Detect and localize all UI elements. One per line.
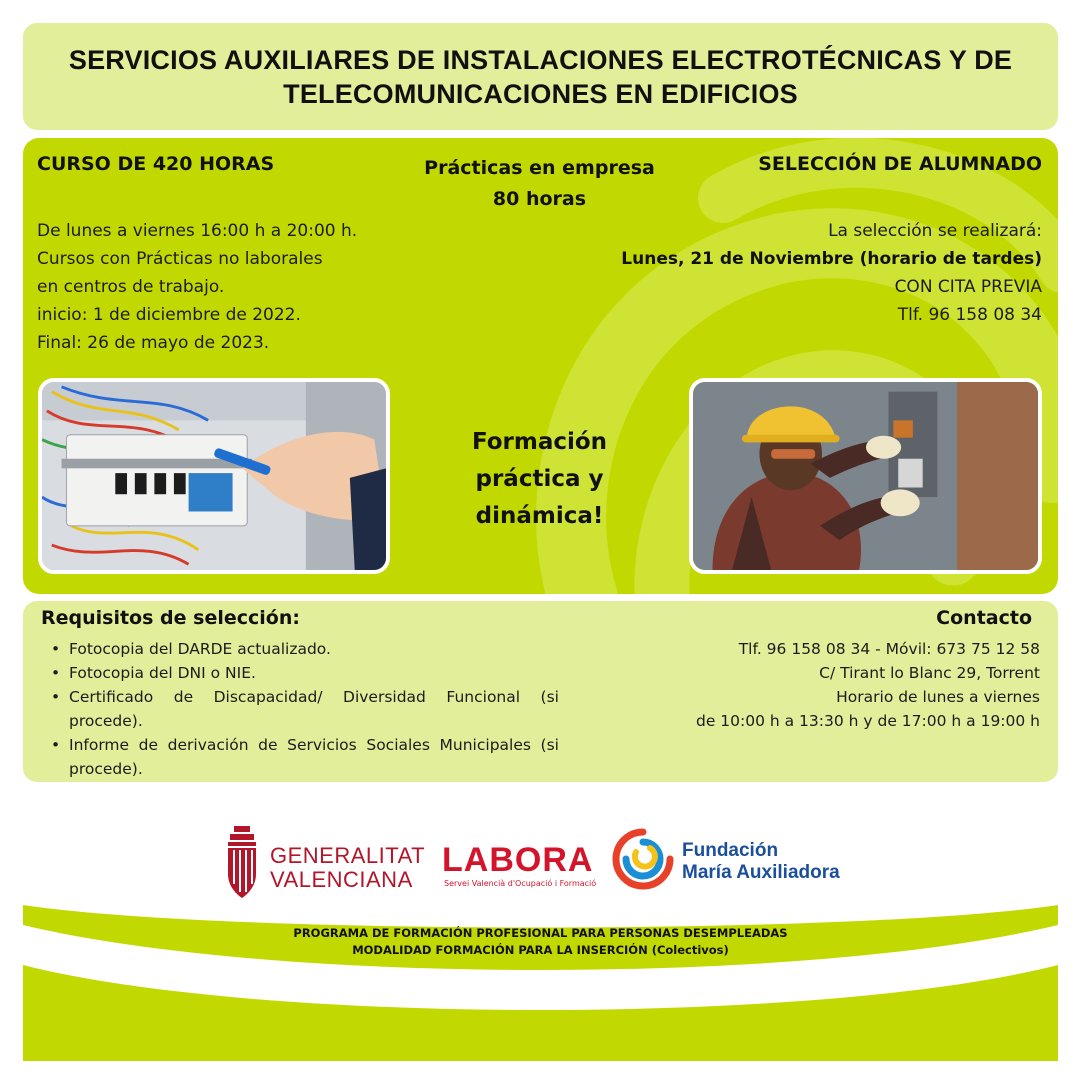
- list-item: • Informe de derivación de Servicios Sociales Municipales (si procede).: [51, 733, 559, 781]
- title-banner: [23, 23, 1058, 130]
- page-title-line1: SERVICIOS AUXILIARES DE INSTALACIONES ELECTROTÉCNICAS Y DE: [68, 44, 1013, 75]
- fundacion-wordmark: [682, 840, 840, 884]
- course-line: Final: 26 de mayo de 2023.: [37, 333, 270, 353]
- seleccion-heading: SELECCIÓN DE ALUMNADO: [758, 153, 1042, 175]
- course-details: [37, 217, 357, 357]
- generalitat-logo: [222, 824, 426, 900]
- contacto-phone: Tlf. 96 158 08 34 - Móvil: 673 75 12 58: [738, 640, 1040, 658]
- contacto-details: [696, 637, 1040, 733]
- fma-line1: Fundación: [682, 840, 779, 861]
- course-line: en centros de trabajo.: [37, 277, 225, 297]
- fundacion-logo: [612, 828, 872, 894]
- formacion-text: [423, 424, 656, 535]
- requirements-contact-panel: [23, 601, 1058, 782]
- requisitos-list: [51, 637, 559, 781]
- contacto-title: Contacto: [936, 607, 1032, 629]
- labora-wordmark: LABORA: [442, 841, 594, 879]
- formacion-line1: Formación: [471, 429, 608, 455]
- footer-line2: MODALIDAD FORMACIÓN PARA LA INSERCIÓN (Colectivos): [352, 943, 729, 957]
- course-hours-heading: CURSO DE 420 HORAS: [37, 153, 275, 175]
- gva-line1: GENERALITAT: [270, 843, 426, 868]
- seleccion-date: Lunes, 21 de Noviembre (horario de tardes): [621, 249, 1042, 269]
- generalitat-wordmark: [270, 844, 425, 892]
- course-line: De lunes a viernes 16:00 h a 20:00 h.: [37, 221, 358, 241]
- footer-line1: PROGRAMA DE FORMACIÓN PROFESIONAL PARA PERSONAS DESEMPLEADAS: [293, 926, 788, 940]
- requisitos-title: Requisitos de selección:: [41, 607, 300, 629]
- seleccion-phone: Tlf. 96 158 08 34: [897, 305, 1042, 325]
- electrician-worker-photo: [689, 378, 1042, 574]
- formacion-line3: dinámica!: [475, 503, 604, 529]
- practicas-line1: Prácticas en empresa: [424, 157, 655, 179]
- fma-line2: María Auxiliadora: [682, 862, 840, 883]
- course-line: inicio: 1 de diciembre de 2022.: [37, 305, 301, 325]
- contacto-hours-label: Horario de lunes a viernes: [836, 688, 1040, 706]
- contacto-address: C/ Tirant lo Blanc 29, Torrent: [819, 664, 1040, 682]
- fundacion-swirl-icon: [612, 828, 674, 890]
- list-item: • Certificado de Discapacidad/ Diversidad Funcional (si procede).: [51, 685, 559, 733]
- page-title-line2: TELECOMUNICACIONES EN EDIFICIOS: [283, 78, 798, 109]
- list-item: • Fotocopia del DNI o NIE.: [51, 661, 559, 685]
- course-line: Cursos con Prácticas no laborales: [37, 249, 323, 269]
- electrical-panel-photo: [38, 378, 390, 574]
- seleccion-details: [621, 217, 1042, 329]
- labora-subtitle: Servei Valencià d'Ocupació i Formació: [444, 879, 597, 888]
- practicas-line2: 80 horas: [492, 188, 587, 210]
- seleccion-line: La selección se realizará:: [828, 221, 1042, 241]
- gva-line2: VALENCIANA: [270, 867, 413, 892]
- contacto-hours: de 10:00 h a 13:30 h y de 17:00 h a 19:00 h: [695, 712, 1040, 730]
- course-info-panel: [23, 138, 1058, 594]
- generalitat-shield-icon: [222, 824, 262, 900]
- formacion-line2: práctica y: [475, 466, 604, 492]
- practicas-heading: [397, 153, 682, 215]
- seleccion-cita: CON CITA PREVIA: [894, 277, 1042, 297]
- list-item: • Fotocopia del DARDE actualizado.: [51, 637, 559, 661]
- footer-program-text: [23, 925, 1058, 959]
- labora-logo: [442, 842, 602, 892]
